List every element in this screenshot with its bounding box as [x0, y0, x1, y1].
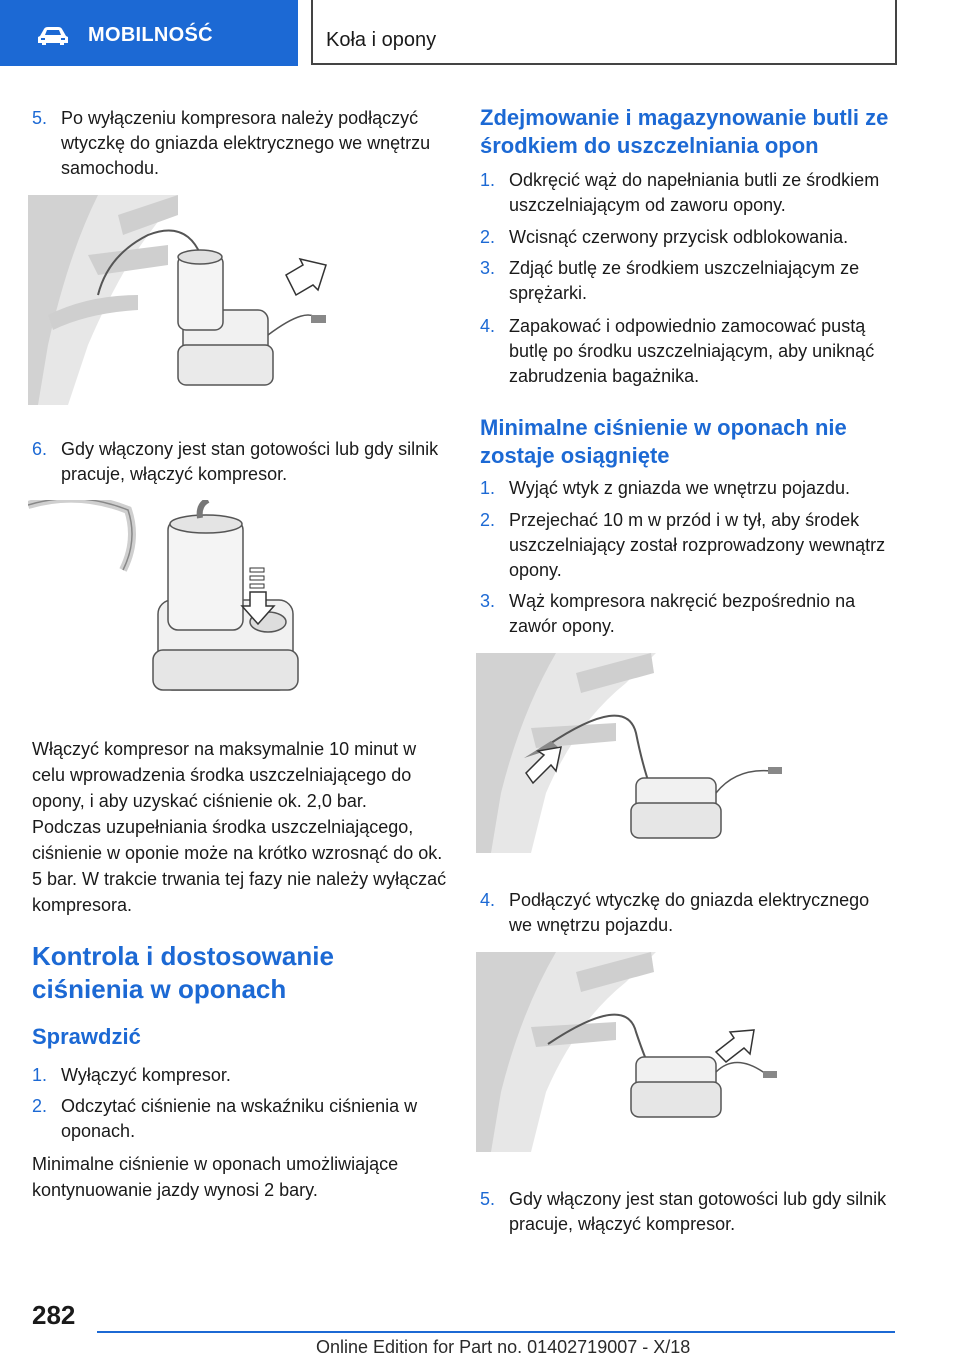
step-text: Podłączyć wtyczkę do gniazda elektrycznego we wnętrzu pojazdu. — [509, 890, 870, 935]
step-text: Odczytać ciśnienie na wskaźniku ciśnienia w oponach. — [61, 1096, 418, 1141]
heading-check-pressure: Kontrola i dostosowanie ciśnienia w oponach — [32, 941, 334, 1004]
step-number: 5. — [480, 1189, 496, 1209]
chapter-title: Koła i opony — [326, 29, 437, 51]
paragraph-pressure-rise: Podczas uzupełniania środka uszczelniającego, ciśnienie w oponie może na krótko wzrosnąć do ok. 5 bar. W trakcie trwania tej fazy nie należy wyłączać kompresora. — [32, 817, 447, 915]
car-icon — [36, 26, 70, 46]
step-number: 1. — [32, 1065, 48, 1085]
step-text: Po wyłączeniu kompresora należy podłączyć wtyczkę do gniazda elektrycznego we wnętrzu samochodu. — [61, 108, 431, 178]
step-number: 4. — [480, 890, 496, 910]
step-number: 3. — [480, 258, 496, 278]
footer-divider — [97, 1331, 895, 1333]
step-number: 2. — [32, 1096, 48, 1116]
step-number: 5. — [32, 108, 48, 128]
compressor-wheel-illustration — [28, 195, 358, 405]
step-number: 2. — [480, 510, 496, 530]
plug-in-illustration — [476, 952, 806, 1152]
step-text: Wyłączyć kompresor. — [61, 1065, 231, 1085]
section-tab — [0, 0, 298, 66]
step-number: 1. — [480, 478, 496, 498]
step-text: Wyjąć wtyk z gniazda we wnętrzu pojazdu. — [509, 478, 850, 498]
compressor-button-illustration — [28, 500, 328, 700]
step-text: Gdy włączony jest stan gotowości lub gdy silnik pracuje, włączyć kompresor. — [509, 1189, 887, 1234]
heading-min-pressure: Minimalne ciśnienie w oponach nie zostaje osiągnięte — [480, 415, 847, 468]
step-text: Gdy włączony jest stan gotowości lub gdy silnik pracuje, włączyć kompresor. — [61, 439, 439, 484]
step-number: 1. — [480, 170, 496, 190]
step-number: 4. — [480, 316, 496, 336]
step-text: Zapakować i odpowiednio zamocować pustą butlę po środku uszczelniającym, aby uniknąć zabrudzenia bagażnika. — [509, 316, 875, 386]
paragraph-min-pressure: Minimalne ciśnienie w oponach umożliwiające kontynuowanie jazdy wynosi 2 bary. — [32, 1154, 399, 1200]
heading-remove-bottle: Zdejmowanie i magazynowanie butli ze środkiem do uszczelniania opon — [480, 105, 889, 158]
step-text: Odkręcić wąż do napełniania butli ze środkiem uszczelniającym od zaworu opony. — [509, 170, 880, 215]
step-number: 2. — [480, 227, 496, 247]
paragraph-compressor-time: Włączyć kompresor na maksymalnie 10 minut w celu wprowadzenia środka uszczelniającego do opony, i aby uzyskać ciśnienie ok. 2,0 bar. — [32, 739, 417, 811]
footer-edition: Online Edition for Part no. 01402719007 - X/18 — [316, 1337, 691, 1357]
step-text: Zdjąć butlę ze środkiem uszczelniającym ze sprężarki. — [509, 258, 860, 303]
hose-valve-illustration — [476, 653, 806, 853]
heading-check: Sprawdzić — [32, 1024, 141, 1049]
chapter-header — [311, 0, 897, 65]
step-text: Wcisnąć czerwony przycisk odblokowania. — [509, 227, 849, 247]
step-number: 3. — [480, 591, 496, 611]
step-text: Przejechać 10 m w przód i w tył, aby środek uszczelniający został rozprowadzony wewnątrz opony. — [509, 510, 886, 580]
section-title: MOBILNOŚĆ — [88, 24, 213, 46]
step-text: Wąż kompresora nakręcić bezpośrednio na zawór opony. — [509, 591, 856, 636]
step-number: 6. — [32, 439, 48, 459]
page-number: 282 — [32, 1300, 76, 1330]
